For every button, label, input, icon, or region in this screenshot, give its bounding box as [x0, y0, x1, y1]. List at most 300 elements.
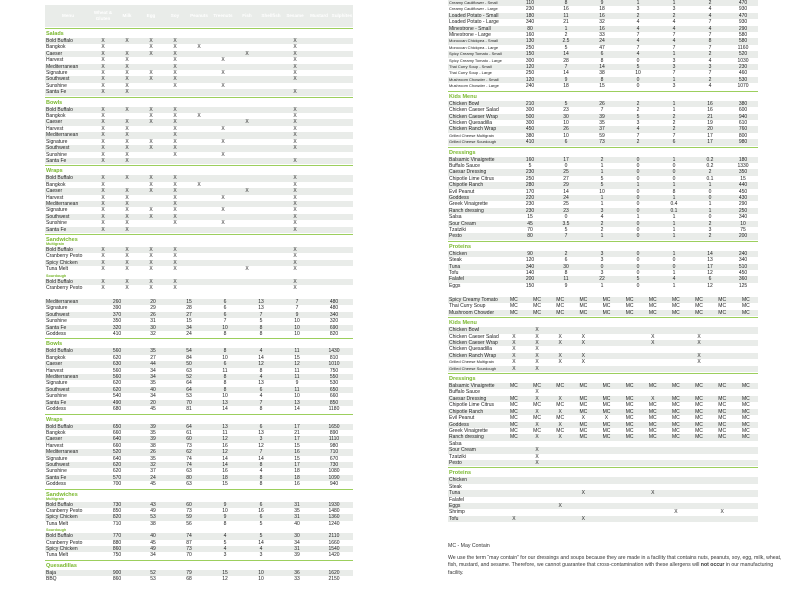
- cell-value: MC: [672, 303, 680, 310]
- cell-value: 22: [584, 276, 620, 282]
- cell-value: MC: [695, 427, 703, 434]
- item-name: Bold Buffalo: [45, 424, 99, 430]
- cell-value: 410: [512, 139, 548, 145]
- cell-value: MC: [648, 303, 657, 310]
- cell-value: 4: [672, 19, 676, 26]
- item-name: Mediterranean: [45, 299, 99, 305]
- cell-value: 6: [243, 502, 279, 508]
- section-title: Kids Menu: [448, 317, 758, 327]
- cell-value: 7: [548, 64, 584, 70]
- cell-value: 0: [636, 162, 640, 169]
- cell-value: 14: [563, 188, 569, 195]
- cell-value: X: [293, 266, 297, 273]
- cell-value: [618, 366, 641, 372]
- cell-value: 34: [171, 325, 207, 331]
- footer-bold: not occur: [700, 562, 725, 569]
- item-name: Bold Buffalo: [45, 38, 91, 44]
- cell-value: 9: [548, 77, 584, 83]
- cell-value: 550: [315, 374, 353, 380]
- cell-value: X: [163, 132, 187, 138]
- cell-value: 2: [620, 101, 656, 107]
- item-name: Minestrone - Small: [448, 26, 512, 32]
- cell-value: MC: [618, 310, 641, 316]
- section-subtitle: Multigrain: [46, 241, 65, 246]
- cell-value: 43: [135, 502, 171, 508]
- cell-value: X: [502, 340, 525, 346]
- item-name: Tofu: [449, 270, 459, 277]
- item-name: Bangkok: [46, 429, 66, 436]
- cell-value: [711, 366, 734, 372]
- data-table: [448, 0, 758, 90]
- cell-value: MC: [502, 409, 525, 415]
- item-name: Santa Fe: [45, 158, 91, 164]
- cell-value: MC: [510, 415, 518, 422]
- cell-value: 2: [672, 119, 676, 126]
- cell-value: X: [139, 38, 163, 44]
- section-title: Dressings: [448, 373, 758, 383]
- cell-value: 17: [692, 139, 728, 145]
- cell-value: MC: [602, 303, 611, 310]
- section-title: Dressings: [448, 147, 758, 157]
- item-name: Spicy Chicken: [45, 514, 99, 520]
- cell-value: 28: [186, 305, 192, 312]
- cell-value: X: [535, 346, 539, 353]
- cell-value: 5: [620, 276, 656, 282]
- item-name: Sunshine: [46, 82, 67, 89]
- cell-value: 0: [708, 188, 712, 195]
- cell-value: 12: [207, 436, 243, 442]
- cell-value: 7: [223, 318, 227, 325]
- cell-value: 2: [656, 114, 692, 120]
- cell-value: X: [101, 57, 105, 64]
- cell-value: 79: [171, 570, 207, 576]
- cell-value: X: [115, 132, 139, 138]
- cell-value: 38: [150, 520, 156, 527]
- cell-value: 13: [207, 400, 243, 406]
- cell-value: 6: [584, 51, 620, 57]
- cell-value: X: [115, 214, 139, 220]
- section-title: Kids Menu: [448, 91, 758, 101]
- item-name: Loaded Potato - Small: [448, 13, 512, 19]
- cell-value: X: [283, 279, 307, 285]
- item-name: Mediterranean: [45, 449, 99, 455]
- cell-value: 12: [279, 361, 315, 367]
- cell-value: X: [139, 175, 163, 181]
- item-name: Goddess: [448, 422, 502, 428]
- item-name: Chicken Caeser Salad: [449, 333, 499, 340]
- cell-value: X: [293, 285, 297, 291]
- cell-value: [163, 227, 187, 233]
- item-name: Sunshine: [46, 151, 67, 158]
- cell-value: 0: [620, 221, 656, 227]
- cell-value: MC: [734, 422, 758, 428]
- cell-value: 0: [672, 175, 676, 182]
- cell-value: 1: [636, 214, 640, 221]
- cell-value: X: [125, 57, 129, 64]
- cell-value: [259, 158, 283, 164]
- cell-value: MC: [618, 434, 641, 440]
- cell-value: 2150: [328, 576, 340, 583]
- item-name: Falafel: [448, 276, 512, 282]
- cell-value: X: [163, 247, 187, 253]
- item-name: Chicken Bowl: [448, 327, 502, 333]
- cell-value: X: [173, 194, 177, 201]
- cell-value: 450: [738, 188, 748, 195]
- item-name: Bangkok: [46, 113, 66, 120]
- cell-value: 240: [525, 83, 535, 90]
- cell-value: 47: [599, 44, 605, 51]
- cell-value: 24: [135, 475, 171, 481]
- cell-value: 230: [728, 64, 758, 70]
- data-table: [448, 477, 758, 522]
- cell-value: 37: [150, 468, 156, 475]
- cell-value: X: [502, 366, 525, 372]
- cell-value: [687, 460, 710, 466]
- cell-value: 5: [620, 64, 656, 70]
- cell-value: X: [221, 125, 225, 132]
- cell-value: X: [197, 181, 201, 188]
- cell-value: 750: [329, 367, 339, 374]
- item-name: Chipotle Ranch: [448, 182, 512, 188]
- cell-value: 260: [99, 299, 135, 305]
- cell-value: 380: [728, 101, 758, 107]
- cell-value: X: [502, 353, 525, 359]
- footer-title: MC - May Contain: [448, 543, 490, 549]
- cell-value: 15: [294, 455, 300, 462]
- item-name: Goddess: [46, 481, 67, 488]
- cell-value: 340: [512, 264, 548, 270]
- data-table: [448, 101, 758, 146]
- cell-value: X: [125, 266, 129, 273]
- cell-value: 3: [584, 251, 620, 257]
- cell-value: [711, 460, 734, 466]
- cell-value: 4: [692, 13, 728, 19]
- item-name: Thai Curry Soup - Small: [448, 64, 512, 70]
- cell-value: 73: [584, 139, 620, 145]
- table-section: [45, 528, 353, 559]
- cell-value: X: [512, 346, 516, 353]
- cell-value: 0: [620, 251, 656, 257]
- cell-value: 2: [692, 233, 728, 239]
- cell-value: 580: [728, 38, 758, 44]
- cell-value: 6: [207, 312, 243, 318]
- column-header: Milk: [115, 5, 139, 27]
- cell-value: X: [293, 44, 297, 51]
- cell-value: MC: [595, 383, 618, 389]
- item-name: Bangkok: [46, 181, 66, 188]
- cell-value: MC: [734, 297, 758, 303]
- data-table: [45, 299, 353, 337]
- cell-value: 640: [112, 455, 122, 462]
- cell-value: [664, 516, 687, 522]
- cell-value: X: [101, 266, 105, 273]
- cell-value: MC: [711, 396, 734, 402]
- cell-value: 8: [584, 77, 620, 83]
- cell-value: 70: [171, 400, 207, 406]
- cell-value: [307, 285, 331, 291]
- section-title: Proteins: [448, 467, 758, 477]
- cell-value: X: [581, 415, 585, 422]
- cell-value: MC: [595, 310, 618, 316]
- allergen-header: [45, 5, 353, 27]
- cell-value: [331, 266, 353, 272]
- cell-value: [307, 227, 331, 233]
- cell-value: MC: [595, 409, 618, 415]
- cell-value: 10: [243, 570, 279, 576]
- item-name: Harvest: [46, 442, 64, 449]
- cell-value: MC: [533, 402, 541, 409]
- cell-value: 32: [135, 462, 171, 468]
- cell-value: 44: [135, 361, 171, 367]
- cell-value: X: [149, 181, 153, 188]
- cell-value: 16: [707, 107, 713, 114]
- item-name: Tuna Melt: [46, 266, 69, 273]
- cell-value: X: [558, 359, 562, 366]
- cell-value: [687, 516, 710, 522]
- item-name: Caeser: [45, 436, 99, 442]
- cell-value: X: [91, 107, 115, 113]
- item-name: Ranch dressing: [448, 208, 512, 214]
- cell-value: X: [115, 107, 139, 113]
- cell-value: 32: [150, 331, 156, 338]
- table-row: [45, 285, 353, 291]
- item-name: Chicken Ranch Wrap: [448, 126, 512, 132]
- cell-value: 45: [512, 221, 548, 227]
- table-row: [45, 576, 353, 582]
- table-section: [45, 338, 353, 412]
- cell-value: 18: [294, 468, 300, 475]
- cell-value: 35: [599, 119, 605, 126]
- cell-value: 0.4: [670, 201, 678, 208]
- cell-value: 30: [135, 325, 171, 331]
- data-table: [45, 570, 353, 583]
- cell-value: MC: [734, 383, 758, 389]
- cell-value: 1330: [737, 162, 749, 169]
- cell-value: X: [512, 333, 516, 340]
- cell-value: [307, 89, 331, 95]
- item-name: Creamy Cauliflower - Small: [448, 0, 512, 6]
- cell-value: [549, 516, 572, 522]
- item-name: Harvest: [46, 194, 64, 201]
- table-row: [448, 126, 758, 132]
- cell-value: 1: [600, 282, 604, 289]
- cell-value: 1650: [315, 424, 353, 430]
- cell-value: 470: [728, 13, 758, 19]
- section-title: Sandwiches: [45, 489, 353, 499]
- data-table: [448, 327, 758, 372]
- cell-value: MC: [502, 310, 525, 316]
- cell-value: 1: [656, 251, 692, 257]
- item-name: Eggs: [448, 503, 502, 509]
- cell-value: X: [572, 490, 595, 496]
- cell-value: 900: [99, 570, 135, 576]
- cell-value: 3.5: [548, 221, 584, 227]
- cell-value: X: [91, 158, 115, 164]
- item-name: Mediterranean: [45, 64, 91, 70]
- cell-value: 160: [512, 157, 548, 163]
- cell-value: 5: [620, 114, 656, 120]
- cell-value: 8: [259, 481, 263, 488]
- cell-value: MC: [664, 310, 687, 316]
- cell-value: 87: [186, 539, 192, 546]
- cell-value: X: [163, 201, 187, 207]
- cell-value: MC: [641, 297, 664, 303]
- cell-value: X: [91, 119, 115, 125]
- table-section: [45, 97, 353, 165]
- cell-value: 15: [294, 442, 300, 449]
- cell-value: 10: [258, 576, 264, 583]
- cell-value: 710: [315, 449, 353, 455]
- cell-value: 2: [548, 251, 584, 257]
- cell-value: 390: [112, 305, 122, 312]
- cell-value: X: [115, 51, 139, 57]
- item-name: Caesar Dressing: [448, 169, 512, 175]
- cell-value: 0: [620, 264, 656, 270]
- cell-value: 4: [207, 546, 243, 552]
- item-name: Mediterranean: [45, 132, 91, 138]
- cell-value: 560: [112, 367, 122, 374]
- cell-value: 540: [112, 393, 122, 400]
- cell-value: 120: [525, 257, 535, 264]
- cell-value: 26: [135, 312, 171, 318]
- cell-value: X: [283, 76, 307, 82]
- cell-value: [211, 227, 235, 233]
- cell-value: 4: [692, 26, 728, 32]
- item-name: Caesar Dressing: [448, 396, 502, 402]
- data-table: [45, 279, 353, 292]
- table-row: [448, 460, 758, 466]
- cell-value: 16: [563, 6, 569, 13]
- cell-value: [331, 89, 353, 95]
- cell-value: 80: [512, 26, 548, 32]
- cell-value: 25: [563, 201, 569, 208]
- cell-value: MC: [734, 396, 758, 402]
- cell-value: 5: [223, 539, 227, 546]
- cell-value: 0: [692, 195, 728, 201]
- cell-value: MC: [525, 310, 548, 316]
- cell-value: 8: [259, 331, 263, 338]
- table-row: [448, 366, 758, 372]
- cell-value: 10: [294, 331, 300, 338]
- cell-value: 520: [728, 51, 758, 57]
- item-name: Chicken Caeser Salad: [449, 107, 499, 114]
- table-section: [45, 489, 353, 528]
- cell-value: [549, 366, 572, 372]
- cell-value: 160: [525, 32, 535, 39]
- cell-value: MC: [625, 415, 634, 422]
- cell-value: 460: [738, 70, 748, 77]
- item-name: Cranberry Pesto: [46, 507, 83, 514]
- cell-value: X: [283, 227, 307, 233]
- cell-value: [572, 460, 595, 466]
- cell-value: X: [115, 38, 139, 44]
- cell-value: 39: [584, 114, 620, 120]
- section-title: Sandwiches: [45, 234, 353, 244]
- cell-value: X: [101, 220, 105, 227]
- cell-value: 18: [279, 475, 315, 481]
- cell-value: X: [173, 57, 177, 64]
- cell-value: 7: [279, 299, 315, 305]
- cell-value: X: [641, 396, 664, 402]
- cell-value: X: [91, 51, 115, 57]
- cell-value: X: [101, 113, 105, 120]
- item-name: Caeser: [45, 188, 91, 194]
- cell-value: 2: [620, 13, 656, 19]
- cell-value: 230: [512, 169, 548, 175]
- cell-value: 750: [112, 552, 122, 559]
- cell-value: 13: [258, 305, 264, 312]
- cell-value: MC: [579, 303, 588, 310]
- table-row: [45, 89, 353, 95]
- item-name: Salsa: [449, 440, 462, 447]
- item-name: Spicy Creamy Tomato - Small: [448, 51, 512, 57]
- cell-value: 2: [564, 32, 568, 39]
- cell-value: MC: [718, 303, 727, 310]
- cell-value: 73: [186, 442, 192, 449]
- item-name: Southwest: [45, 76, 91, 82]
- cell-value: 940: [329, 481, 339, 488]
- cell-value: [211, 158, 235, 164]
- cell-value: X: [283, 51, 307, 57]
- cell-value: 59: [599, 132, 605, 139]
- cell-value: 250: [525, 44, 535, 51]
- column-header: Menu: [45, 5, 91, 27]
- cell-value: 24: [584, 38, 620, 44]
- item-name: Bold Buffalo: [45, 348, 99, 354]
- cell-value: 10: [279, 325, 315, 331]
- cell-value: X: [101, 151, 105, 158]
- item-name: Signature: [46, 380, 68, 387]
- cell-value: 35: [150, 429, 156, 436]
- cell-value: 650: [315, 387, 353, 393]
- cell-value: MC: [711, 297, 734, 303]
- cell-value: 610: [738, 119, 748, 126]
- cell-value: 6: [243, 514, 279, 520]
- cell-value: 7: [243, 312, 279, 318]
- cell-value: 21: [692, 114, 728, 120]
- cell-value: MC: [648, 402, 657, 409]
- cell-value: 1: [656, 51, 692, 57]
- cell-value: 0: [656, 264, 692, 270]
- cell-value: 34: [135, 374, 171, 380]
- cell-value: X: [674, 509, 678, 516]
- cell-value: 0.2: [706, 162, 714, 169]
- cell-value: 3: [259, 552, 263, 559]
- cell-value: 13: [258, 380, 264, 387]
- cell-value: 16: [258, 507, 264, 514]
- cell-value: X: [125, 220, 129, 227]
- cell-value: 7: [243, 449, 279, 455]
- cell-value: MC: [734, 434, 758, 440]
- item-name: Tofu: [448, 516, 502, 522]
- cell-value: X: [525, 340, 548, 346]
- cell-value: 16: [584, 26, 620, 32]
- cell-value: 0: [636, 83, 640, 90]
- cell-value: 0: [656, 169, 692, 175]
- cell-value: X: [641, 490, 664, 496]
- cell-value: MC: [502, 297, 525, 303]
- section-subtitle: Sourdough: [46, 273, 67, 278]
- cell-value: X: [687, 340, 710, 346]
- item-name: Cranberry Pesto: [46, 539, 83, 546]
- cell-value: 4: [620, 26, 656, 32]
- cell-value: 7: [600, 107, 604, 114]
- cell-value: X: [687, 353, 710, 359]
- cell-value: MC: [549, 383, 572, 389]
- cell-value: MC: [502, 383, 525, 389]
- column-header: Soy: [163, 5, 187, 27]
- cell-value: 14: [207, 462, 243, 468]
